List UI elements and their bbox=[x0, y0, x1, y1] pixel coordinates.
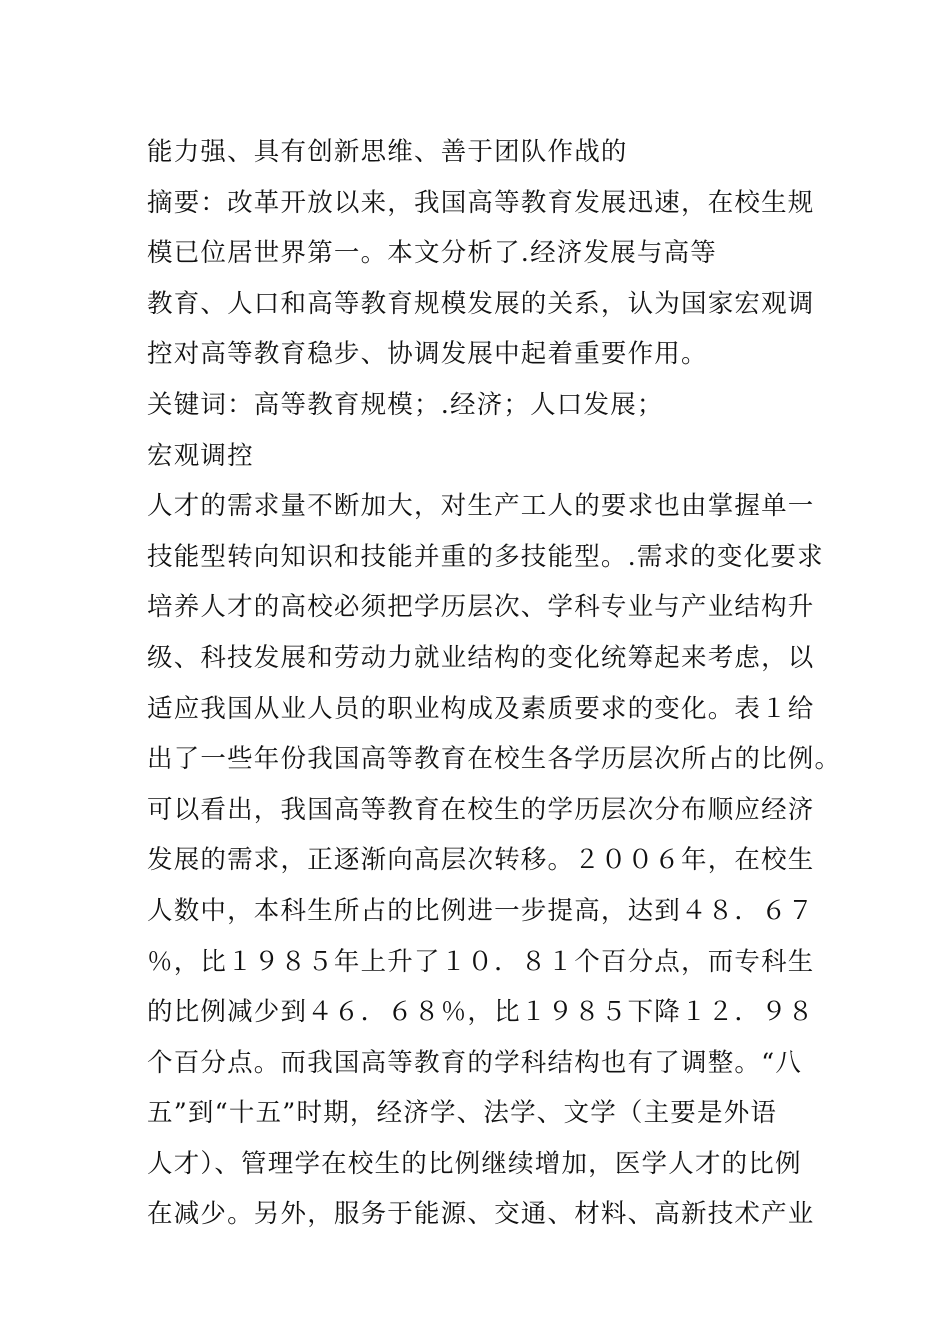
text-line: 模已位居世界第一。本文分析了.经济发展与高等 bbox=[147, 238, 718, 269]
text-line: 控对高等教育稳步、协调发展中起着重要作用。 bbox=[147, 339, 708, 370]
text-line: 人才的需求量不断加大，对生产工人的要求也由掌握单一 bbox=[147, 491, 815, 522]
text-line: 培养人才的高校必须把学历层次、学科专业与产业结构升 bbox=[147, 592, 815, 623]
text-line: 宏观调控 bbox=[147, 440, 254, 471]
text-line: ％，比１９８５年上升了１０．８１个百分点，而专科生 bbox=[147, 946, 815, 977]
text-line: 五”到“十五”时期，经济学、法学、文学（主要是外语 bbox=[147, 1098, 778, 1129]
text-line: 人才）、管理学在校生的比例继续增加，医学人才的比例 bbox=[147, 1148, 802, 1179]
text-line: 出了一些年份我国高等教育在校生各学历层次所占的比例。 bbox=[147, 744, 842, 775]
text-line: 能力强、具有创新思维、善于团队作战的 bbox=[147, 137, 628, 167]
text-line: 教育、人口和高等教育规模发展的关系，认为国家宏观调 bbox=[147, 288, 815, 319]
text-line: 人数中，本科生所占的比例进一步提高，达到４８．６７ bbox=[147, 895, 815, 926]
text-line: 技能型转向知识和技能并重的多技能型。.需求的变化要求 bbox=[147, 541, 824, 572]
text-line: 个百分点。而我国高等教育的学科结构也有了调整。“八 bbox=[147, 1047, 803, 1078]
text-line: 在减少。另外，服务于能源、交通、材料、高新技术产业 bbox=[147, 1199, 815, 1230]
text-line: 发展的需求，正逐渐向高层次转移。２００６年，在校生 bbox=[147, 845, 815, 876]
document-body bbox=[147, 128, 842, 1241]
keywords-line: 关键词：高等教育规模；.经济；人口发展； bbox=[147, 389, 664, 420]
abstract-line: 摘要：改革开放以来，我国高等教育发展迅速，在校生规 bbox=[147, 187, 815, 218]
text-line: 适应我国从业人员的职业构成及素质要求的变化。表１给 bbox=[147, 693, 815, 724]
text-line: 的比例减少到４６．６８％，比１９８５下降１２．９８ bbox=[147, 997, 815, 1028]
text-line: 级、科技发展和劳动力就业结构的变化统筹起来考虑，以 bbox=[147, 642, 815, 673]
text-line: 可以看出，我国高等教育在校生的学历层次分布顺应经济 bbox=[147, 794, 815, 825]
